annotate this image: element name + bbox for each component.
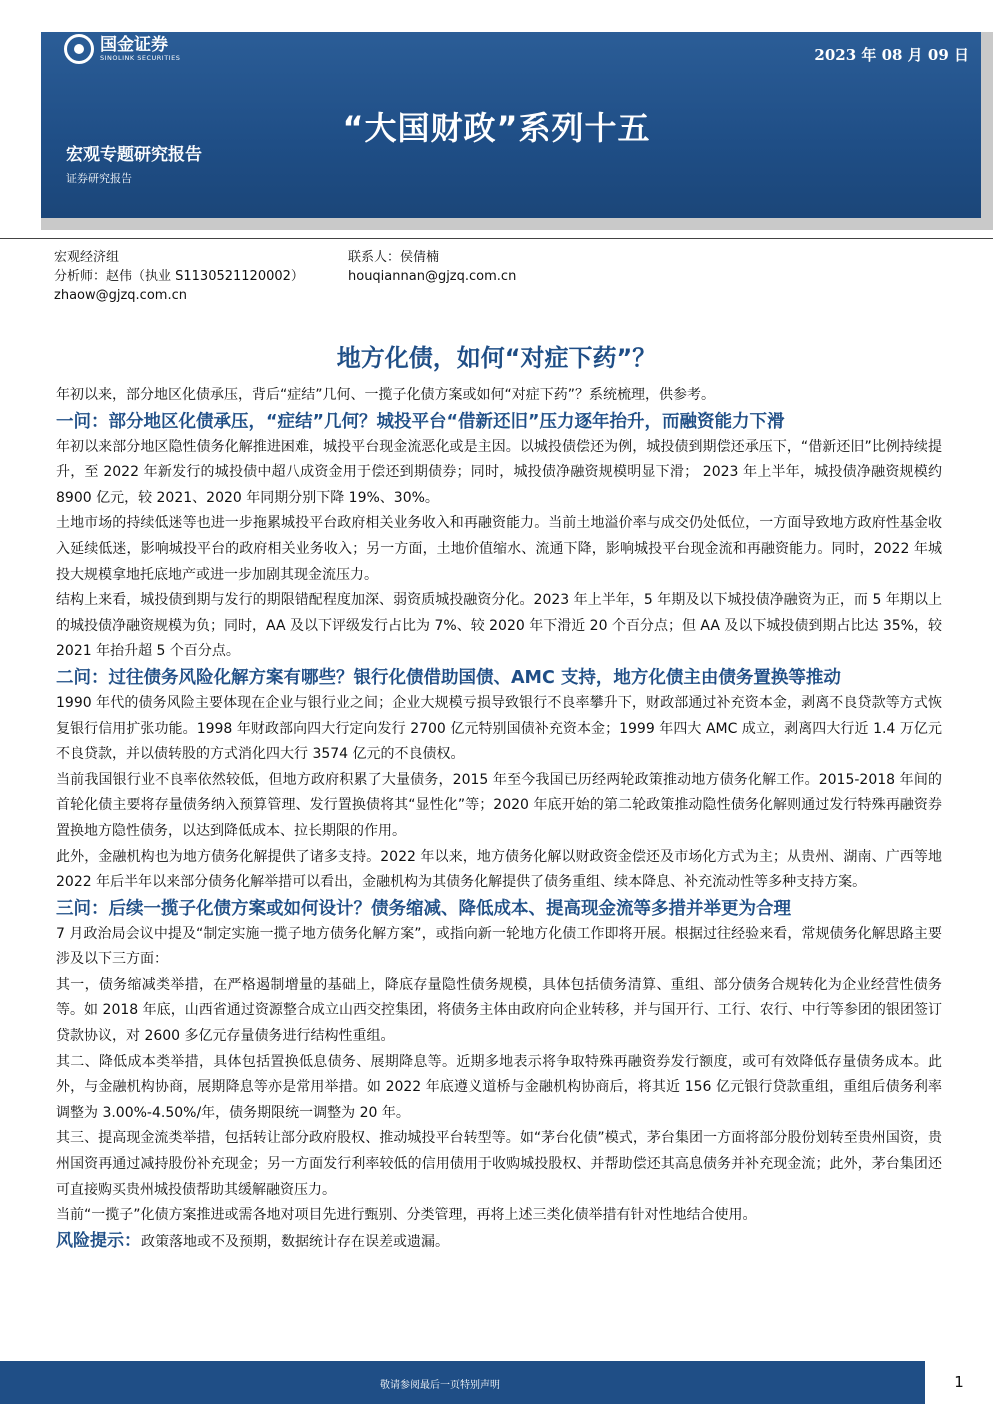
body-paragraph: 土地市场的持续低迷等也进一步拖累城投平台政府相关业务收入和再融资能力。当前土地溢价率与成交仍处低位，一方面导致地方政府性基金收入延续低迷，影响城投平台的政府相关业务收入；另一方面，土地价值缩水、流通下降，影响城投平台现金流和再融资能力。同时，2022 年城投大规模拿地托底地产或进一步加剧其现金流压力。 — [56, 515, 942, 583]
body-paragraph: 结构上来看，城投债到期与发行的期限错配程度加深、弱资质城投融资分化。2023 年上半年，5 年期及以下城投债净融资为正，而 5 年期以上的城投债净融资规模为负；同时，AA 及以下评级发行占比为 7%、较 2020 年下滑近 20 个百分点；但 AA 及以下城投债到期占比达 35%，较 2021 年抬升超 5 个百分点。 — [56, 592, 942, 660]
body-paragraph: 当前“一揽子”化债方案推进或需各地对项目先进行甄别、分类管理，再将上述三类化债举措有针对性地结合使用。 — [56, 1207, 757, 1224]
body-paragraph: 其一，债务缩减类举措，在严格遏制增量的基础上，降底存量隐性债务规模，具体包括债务清算、重组、部分债务合规转化为企业经营性债务等。如 2018 年底，山西省通过资源整合成立山西交控集团，将债务主体由政府向企业转移，并与国开行、工行、农行、中行等参团的银团签订贷款协议，对 2600 多亿元存量债务进行结构性重组。 — [56, 976, 942, 1045]
risk-text: 政策落地或不及预期，数据统计存在误差或遗漏。 — [141, 1233, 449, 1250]
page-number: 1 — [925, 1361, 993, 1404]
report-type: 宏观专题研究报告 — [66, 145, 202, 165]
section-heading-1: 一问：部分地区化债承压，“症结”几何？城投平台“借新还旧”压力逐年抬升，而融资能力下滑 — [56, 411, 785, 432]
body-paragraph: 此外，金融机构也为地方债务化解提供了诸多支持。2022 年以来，地方债务化解以财政资金偿还及市场化方式为主；从贵州、湖南、广西等地 2022 年后半年以来部分债务化解举措可以看出，金融机构为其债务化解提供了债务重组、续本降息、补充流动性等多种支持方案。 — [56, 848, 942, 891]
company-logo — [64, 34, 180, 64]
body-paragraph: 其二、降低成本类举措，具体包括置换低息债务、展期降息等。近期多地表示将争取特殊再融资券发行额度，或可有效降低存量债务成本。此外，与金融机构协商，展期降息等亦是常用举措。如 2022 年底遵义道桥与金融机构协商后，将其近 156 亿元银行贷款重组，重组后债务利率调整为 3.00%-4.50%/年，债务期限统一调整为 20 年。 — [56, 1053, 942, 1121]
logo-name-en: SINOLINK SECURITIES — [100, 54, 181, 62]
divider — [0, 238, 993, 239]
logo-circle-icon — [64, 34, 94, 64]
banner-shadow — [41, 218, 993, 230]
body-paragraph: 当前我国银行业不良率依然较低，但地方政府积累了大量债务，2015 年至今我国已历经两轮政策推动地方债务化解工作。2015-2018 年间的首轮化债主要将存量债务纳入预算管理、发行置换债将其“显性化”等；2020 年底开始的第二轮政策推动隐性债务化解则通过发行特殊再融资券置换地方隐性债务，以达到降低成本、拉长期限的作用。 — [56, 771, 942, 839]
headline: 地方化债，如何“对症下药”？ — [336, 344, 657, 372]
section-heading-3: 三问：后续一揽子化债方案或如何设计？债务缩减、降低成本、提高现金流等多措并举更为合理 — [56, 898, 791, 919]
report-date: 2023 年 08 月 09 日 — [814, 46, 969, 64]
analyst-name: 分析师：赵伟（执业 S1130521120002） — [54, 269, 304, 284]
contact-email[interactable]: houqiannan@gjzq.com.cn — [348, 269, 517, 284]
contact-name: 联系人：侯倩楠 — [348, 250, 440, 265]
body-paragraph: 其三、提高现金流类举措，包括转让部分政府股权、推动城投平台转型等。如“茅台化债”模式，茅台集团一方面将部分股份划转至贵州国资，贵州国资再通过减持股份补充现金；另一方面发行利率较低的信用债用于收购城投股权、并帮助偿还其高息债务并补充现金流；此外，茅台集团还可直接购买贵州城投债帮助其缓解融资压力。 — [56, 1130, 942, 1198]
report-body — [56, 383, 942, 1255]
footer-disclaimer[interactable]: 敬请参阅最后一页特别声明 — [380, 1380, 500, 1391]
contact-block — [348, 248, 516, 286]
body-paragraph: 年初以来部分地区隐性债务化解推进困难，城投平台现金流恶化或是主因。以城投债偿还为例，城投债到期偿还承压下，“借新还旧”比例持续提升，至 2022 年新发行的城投债中超八成资金用于偿还到期债券；同时，城投债净融资规模明显下滑； 2023 年上半年，城投债净融资规模约 8900 亿元，较 2021、2020 年同期分别下降 19%、30%。 — [56, 438, 942, 506]
body-paragraph: 1990 年代的债务风险主要体现在企业与银行业之间；企业大规模亏损导致银行不良率攀升下，财政部通过补充资本金，剥离不良贷款等方式恢复银行信用扩张功能。1998 年财政部向四大行定向发行 2700 亿元特别国债补充资本金；1999 年四大 AMC 成立，剥离四大行近 1.4 万亿元不良贷款，并以债转股的方式消化四大行 3574 亿元的不良债权。 — [56, 694, 942, 763]
body-paragraph: 7 月政治局会议中提及“制定实施一揽子地方债务化解方案”，或指向新一轮地方化债工作即将开展。根据过往经验来看，常规债务化解思路主要涉及以下三方面： — [56, 925, 942, 968]
analyst-email[interactable]: zhaow@gjzq.com.cn — [54, 288, 187, 303]
intro-paragraph: 年初以来，部分地区化债承压，背后“症结”几何、一揽子化债方案或如何“对症下药”？系统梳理，供参考。 — [56, 387, 716, 403]
risk-label: 风险提示： — [56, 1230, 141, 1251]
report-subtype: 证券研究报告 — [66, 172, 132, 185]
analyst-block — [54, 248, 304, 305]
series-title: “大国财政”系列十五 — [342, 109, 651, 147]
risk-warning — [56, 1229, 942, 1256]
logo-name-cn: 国金证券 — [100, 35, 168, 55]
research-group: 宏观经济组 — [54, 250, 120, 265]
section-heading-2: 二问：过往债务风险化解方案有哪些？银行化债借助国债、AMC 支持，地方化债主由债务置换等推动 — [56, 667, 841, 688]
